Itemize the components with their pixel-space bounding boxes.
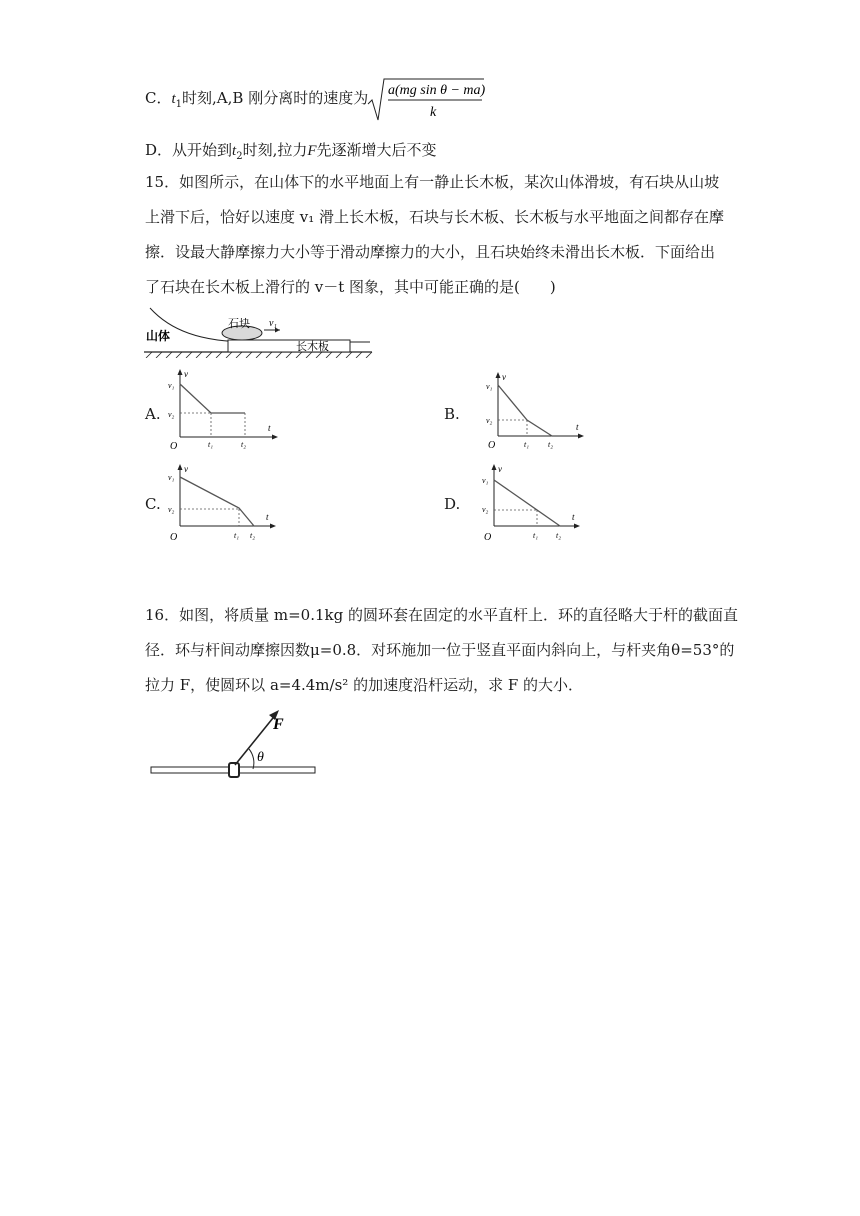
svg-text:O: O <box>170 441 178 452</box>
plank-label: 长木板 <box>296 341 329 353</box>
formula-numerator: a(mg sin θ − ma) <box>388 83 486 98</box>
svg-text:v₂: v₂ <box>482 505 489 514</box>
ring-rod-figure <box>145 705 325 790</box>
plank <box>228 340 350 352</box>
svg-text:v: v <box>184 464 188 474</box>
svg-text:t₂: t₂ <box>241 440 247 449</box>
svg-text:v: v <box>498 464 502 474</box>
svg-text:v₁: v₁ <box>486 382 493 391</box>
option-c-label: C． <box>145 89 172 107</box>
vt-graph-d <box>478 462 588 548</box>
theta-label: θ <box>257 750 264 765</box>
svg-text:v: v <box>184 369 188 379</box>
svg-text:t: t <box>572 512 575 522</box>
option-c-label[interactable]: C. <box>145 495 161 513</box>
formula-denominator: k <box>430 105 437 120</box>
vt-graph-c <box>164 462 284 548</box>
svg-text:t₁: t₁ <box>234 531 240 540</box>
stone-label: 石块 <box>228 318 250 330</box>
option-d-label: D．从开始到 <box>145 141 233 159</box>
option-d-label[interactable]: D. <box>444 495 461 513</box>
svg-text:v₁: v₁ <box>168 473 175 482</box>
svg-text:v₁: v₁ <box>168 381 175 390</box>
svg-text:t₂: t₂ <box>250 531 256 540</box>
force-label: F <box>273 716 284 733</box>
svg-text:t: t <box>576 422 579 432</box>
option-d-text-a: 时刻,拉力 <box>242 141 308 159</box>
svg-text:v₂: v₂ <box>168 505 175 514</box>
t-subscript: 1 <box>175 99 183 110</box>
svg-text:v₂: v₂ <box>486 416 493 425</box>
q15-line-4: 了石块在长木板上滑行的 v－t 图象，其中可能正确的是( ) <box>145 278 556 296</box>
q15-line-3: 擦．设最大静摩擦力大小等于滑动摩擦力的大小，且石块始终未滑出长木板．下面给出 <box>145 243 716 261</box>
option-b-label[interactable]: B. <box>444 405 460 423</box>
mountain-label: 山体 <box>146 329 171 343</box>
t-subscript: 2 <box>236 151 243 162</box>
svg-text:t₂: t₂ <box>556 531 562 540</box>
svg-text:t₁: t₁ <box>208 440 214 449</box>
q15-line-2: 上滑下后，恰好以速度 v₁ 滑上长木板，石块与长木板、长木板与水平地面之间都存在摩 <box>145 208 725 226</box>
q16-line-1: 16．如图，将质量 m=0.1kg 的圆环套在固定的水平直杆上．环的直径略大于杆的截面直 <box>145 606 738 624</box>
svg-text:t: t <box>266 512 269 522</box>
svg-text:v₁: v₁ <box>482 476 489 485</box>
svg-text:t₁: t₁ <box>533 531 539 540</box>
svg-text:O: O <box>488 440 496 451</box>
landslide-figure <box>140 306 380 358</box>
sqrt-formula <box>366 76 486 122</box>
svg-text:O: O <box>484 532 492 543</box>
q16-line-3: 拉力 F，使圆环以 a=4.4m/s² 的加速度沿杆运动，求 F 的大小． <box>145 676 584 694</box>
option-d-text-b: 先逐渐增大后不变 <box>316 141 437 159</box>
svg-text:v₂: v₂ <box>168 410 175 419</box>
force-symbol: F <box>307 143 317 159</box>
svg-text:t₁: t₁ <box>524 440 530 449</box>
svg-text:O: O <box>170 532 178 543</box>
q14-option-d <box>145 140 437 167</box>
t-symbol: t <box>171 91 176 107</box>
svg-text:t: t <box>268 423 271 433</box>
svg-text:v: v <box>502 372 506 382</box>
q15-line-1: 15．如图所示，在山体下的水平地面上有一静止长木板，某次山体滑坡，有石块从山坡 <box>145 173 720 191</box>
q14-option-c <box>145 88 368 115</box>
q16-line-2: 径．环与杆间动摩擦因数μ=0.8．对环施加一位于竖直平面内斜向上，与杆夹角θ=53°的 <box>145 641 735 659</box>
vt-graph-a <box>164 365 284 455</box>
v1-label: v₁ <box>269 318 277 329</box>
svg-text:t₂: t₂ <box>548 440 554 449</box>
t-symbol: t <box>232 143 237 159</box>
option-a-label[interactable]: A. <box>145 405 161 423</box>
vt-graph-b <box>482 368 592 454</box>
option-c-text: 时刻,A,B 刚分离时的速度为 <box>182 89 369 107</box>
ring <box>229 763 239 777</box>
